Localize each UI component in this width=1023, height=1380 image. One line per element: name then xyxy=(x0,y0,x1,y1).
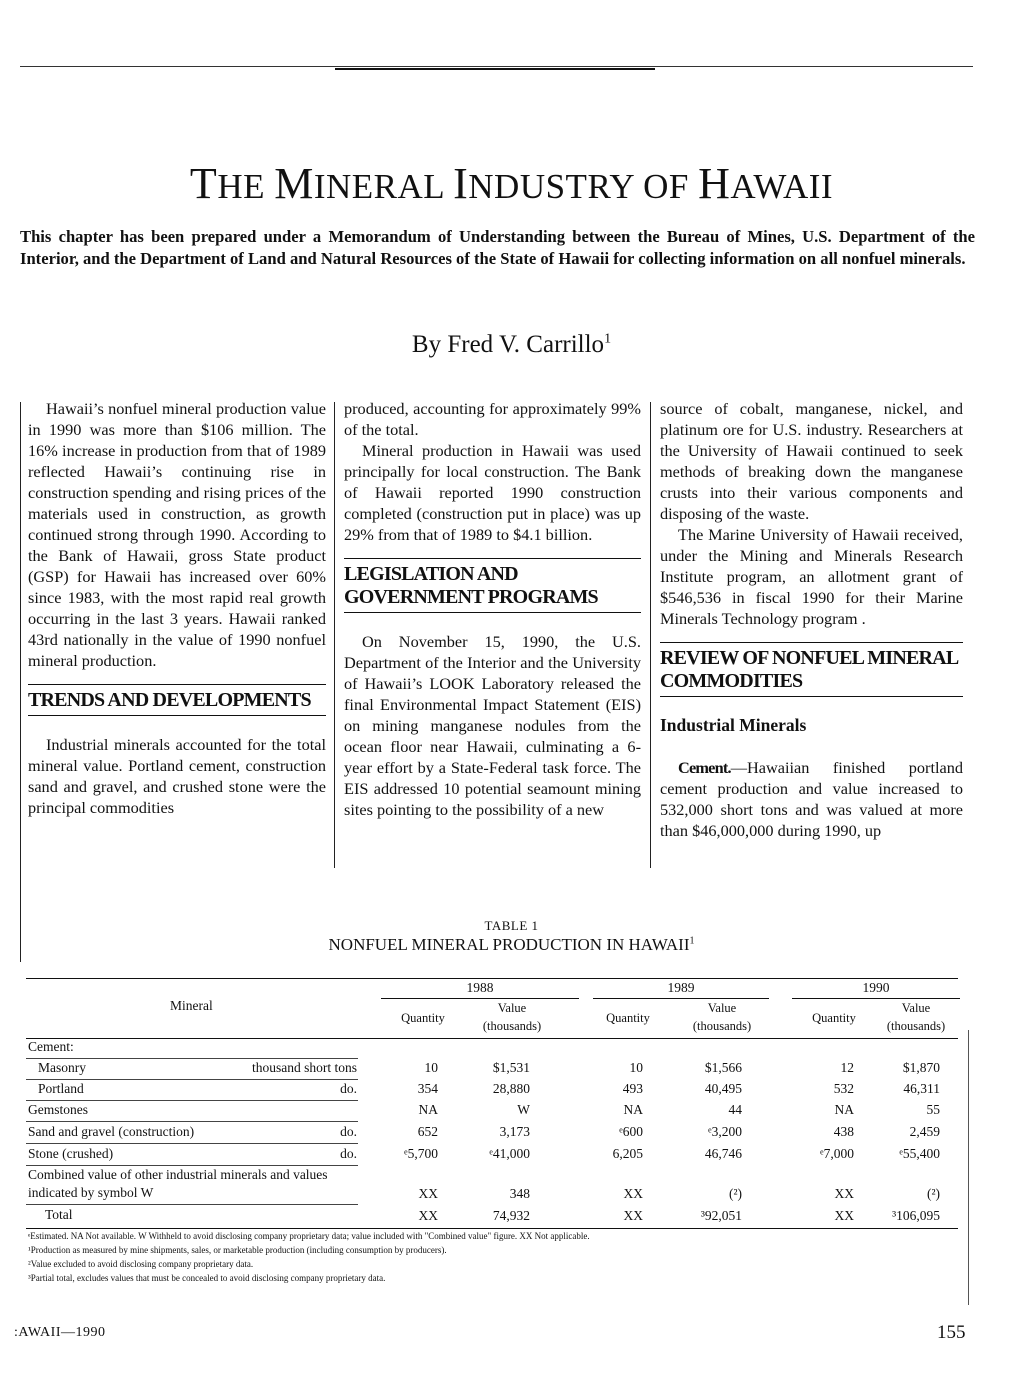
table-footnote: ³Partial total, excludes values that must be concealed to avoid disclosing company proprietary data. xyxy=(28,1273,386,1283)
cell-quantity-1989: 493 xyxy=(622,1081,643,1096)
cell-value-1988: W xyxy=(517,1102,530,1117)
row-rule xyxy=(26,1143,358,1144)
row-unit: do. xyxy=(340,1081,357,1096)
column-header-mineral: Mineral xyxy=(170,998,213,1013)
cell-quantity-1990: NA xyxy=(834,1102,854,1117)
year-rule xyxy=(381,998,579,999)
cell-value-1990: 46,311 xyxy=(903,1081,940,1096)
row-rule xyxy=(26,1100,358,1101)
column-header-value: Value xyxy=(497,1001,527,1015)
year-header: 1988 xyxy=(466,980,494,995)
cell-quantity-1988: ᵉ5,700 xyxy=(404,1146,438,1161)
column-divider xyxy=(334,402,335,868)
table-footnote: ¹Production as measured by mine shipments, sales, or marketable production (including consumption by producers). xyxy=(28,1245,447,1255)
year-header: 1990 xyxy=(862,980,890,995)
cell-value-1990: $1,870 xyxy=(902,1060,940,1075)
top-rule xyxy=(20,66,973,67)
text-column-2 xyxy=(344,398,641,820)
cell-quantity-1989: 6,205 xyxy=(612,1146,643,1161)
row-rule xyxy=(26,1079,358,1080)
cell-value-1990: 2,459 xyxy=(909,1124,940,1139)
table-bottom-rule xyxy=(26,1228,958,1229)
paragraph: Cement.—Hawaiian finished portland cement production and value increased to 532,000 short tons and was valued at more than $46,000,000 during 1990, up xyxy=(660,758,963,840)
table-top-rule xyxy=(26,978,958,979)
year-rule xyxy=(792,998,960,999)
row-unit: do. xyxy=(340,1146,357,1161)
paragraph: On November 15, 1990, the U.S. Department of the Interior and the University of Hawaii’s LOOK Laboratory released the final Environmental Impact Statement (EIS) on mining manganese nodules from the ocean floor near Hawaii, culminating a 6-year effort by a State-Federal task force. The EIS addressed 10 potential seamount mining sites pointing to the possibility of a new xyxy=(344,632,641,819)
cell-value-1988: 74,932 xyxy=(492,1208,530,1223)
cell-value-1989: $1,566 xyxy=(704,1060,742,1075)
column-header-quantity: Quantity xyxy=(606,1011,650,1025)
row-label: Combined value of other industrial minerals and values xyxy=(28,1167,328,1182)
total-label: Total xyxy=(45,1207,73,1222)
row-rule xyxy=(26,1165,358,1166)
row-rule xyxy=(26,1204,358,1205)
cell-value-1989: ᵉ3,200 xyxy=(708,1124,742,1139)
cell-quantity-1990: ᵉ7,000 xyxy=(820,1146,854,1161)
cell-quantity-1990: 532 xyxy=(833,1081,854,1096)
cell-value-1989: 40,495 xyxy=(704,1081,742,1096)
section-heading: REVIEW OF NONFUEL MINERAL COMMODITIES xyxy=(660,643,963,697)
page-edge-mark xyxy=(968,1030,969,1305)
cell-value-1989: ³92,051 xyxy=(700,1208,742,1223)
year-rule xyxy=(593,998,769,999)
run-in-heading: Cement. xyxy=(678,758,731,777)
cell-quantity-1988: 10 xyxy=(424,1060,438,1075)
table-footnote: ²Value excluded to avoid disclosing company proprietary data. xyxy=(28,1259,254,1269)
cell-value-1990: ᵉ55,400 xyxy=(899,1146,940,1161)
cell-value-1988: 3,173 xyxy=(499,1124,530,1139)
column-divider xyxy=(20,402,21,962)
row-unit: do. xyxy=(340,1124,357,1139)
row-label: Gemstones xyxy=(28,1102,88,1117)
cell-value-1989: 46,746 xyxy=(704,1146,742,1161)
cell-quantity-1988: XX xyxy=(418,1186,438,1201)
row-label: Masonry xyxy=(38,1060,86,1075)
section-heading: LEGISLATION AND GOVERNMENT PROGRAMS xyxy=(344,559,641,613)
cell-quantity-1989: NA xyxy=(623,1102,643,1117)
cell-quantity-1988: NA xyxy=(418,1102,438,1117)
cell-quantity-1989: 10 xyxy=(629,1060,643,1075)
cell-value-1989: (²) xyxy=(728,1186,742,1201)
cell-quantity-1988: 354 xyxy=(417,1081,438,1096)
cell-value-1990: 55 xyxy=(926,1102,940,1117)
cell-quantity-1988: XX xyxy=(418,1208,438,1223)
row-label: Portland xyxy=(38,1081,84,1096)
cell-quantity-1990: XX xyxy=(834,1208,854,1223)
row-rule xyxy=(26,1058,358,1059)
row-unit: thousand short tons xyxy=(251,1060,357,1075)
table-header-rule xyxy=(26,1038,958,1039)
table-title: NONFUEL MINERAL PRODUCTION IN HAWAII$^1$ xyxy=(328,935,695,954)
text-column-1 xyxy=(28,398,326,818)
cell-quantity-1988: 652 xyxy=(417,1124,438,1139)
cell-quantity-1990: XX xyxy=(834,1186,854,1201)
row-label: Stone (crushed) xyxy=(28,1146,114,1161)
paragraph: Industrial minerals accounted for the total mineral value. Portland cement, construction sand and gravel, and crushed stone were the principal commodities xyxy=(28,735,326,817)
paragraph: source of cobalt, manganese, nickel, and platinum ore for U.S. industry. Researchers at the University of Hawaii continued to seek methods of breaking down the manganese crusts into their various components and disposing of the waste. xyxy=(660,399,963,523)
preface-note: This chapter has been prepared under a Memorandum of Understanding between the Bureau of Mines, U.S. Department of the Interior, and the Department of Land and Natural Resources of the State of Hawaii for collecting information on all nonfuel minerals. xyxy=(20,227,975,268)
column-divider xyxy=(650,402,651,868)
column-header-value-unit: (thousands) xyxy=(886,1019,946,1033)
section-heading: TRENDS AND DEVELOPMENTS xyxy=(28,685,326,716)
column-header-value: Value xyxy=(901,1001,931,1015)
table-group-label: Cement: xyxy=(28,1039,74,1054)
paragraph: produced, accounting for approximately 99% of the total. xyxy=(344,399,641,439)
table-label: TABLE 1 xyxy=(484,918,539,933)
cell-quantity-1990: 438 xyxy=(833,1124,854,1139)
cell-quantity-1990: 12 xyxy=(840,1060,854,1075)
running-head: :AWAII—1990 xyxy=(14,1325,106,1340)
column-header-quantity: Quantity xyxy=(812,1011,856,1025)
cell-quantity-1989: ᵉ600 xyxy=(619,1124,643,1139)
author-byline: By Fred V. Carrillo$^1$ xyxy=(411,331,612,358)
cell-value-1990: ³106,095 xyxy=(892,1208,940,1223)
column-header-value-unit: (thousands) xyxy=(482,1019,542,1033)
column-header-value-unit: (thousands) xyxy=(692,1019,752,1033)
row-label-continued: indicated by symbol W xyxy=(28,1185,154,1200)
paragraph: Mineral production in Hawaii was used principally for local construction. The Bank of Hawaii reported 1990 construction completed (construction put in place) was up 29% from that of 1989 to $4.1 billion. xyxy=(344,441,641,544)
page-title: THE MINERAL INDUSTRY OF HAWAII xyxy=(189,159,834,208)
subsection-heading: Industrial Minerals xyxy=(660,715,807,735)
page-number: 155 xyxy=(937,1322,966,1343)
row-rule xyxy=(26,1121,358,1122)
cell-value-1990: (²) xyxy=(926,1186,940,1201)
column-header-value: Value xyxy=(707,1001,737,1015)
text-column-3 xyxy=(660,398,963,841)
cell-value-1988: 348 xyxy=(509,1186,530,1201)
row-label: Sand and gravel (construction) xyxy=(28,1124,195,1139)
table-footnote: ᵉEstimated. NA Not available. W Withheld to avoid disclosing company proprietary data; value included with "Combined value" figure. XX Not applicable. xyxy=(28,1231,590,1241)
column-header-quantity: Quantity xyxy=(401,1011,445,1025)
cell-value-1988: $1,531 xyxy=(492,1060,530,1075)
paragraph: Hawaii’s nonfuel mineral production value in 1990 was more than $106 million. The 16% increase in production from that of 1989 reflected Hawaii’s continuing rise in construction spending and rising prices of the materials used in construction, as growth continued strong through 1990. According to the Bank of Hawaii, gross State product (GSP) for Hawaii has increased over 60% since 1983, with the most rapid real growth occurring in the last 3 years. Hawaii ranked 43rd nationally in the value of 1990 nonfuel mineral production. xyxy=(28,399,326,670)
year-header: 1989 xyxy=(667,980,695,995)
cell-quantity-1989: XX xyxy=(623,1186,643,1201)
cell-value-1988: 28,880 xyxy=(492,1081,530,1096)
cell-value-1989: 44 xyxy=(728,1102,742,1117)
top-rule-accent xyxy=(335,68,655,70)
cell-quantity-1989: XX xyxy=(623,1208,643,1223)
paragraph: The Marine University of Hawaii received, under the Mining and Minerals Research Institute program, an allotment grant of $546,536 in fiscal 1990 for their Marine Minerals Technology program . xyxy=(660,525,963,628)
cell-value-1988: ᵉ41,000 xyxy=(489,1146,530,1161)
